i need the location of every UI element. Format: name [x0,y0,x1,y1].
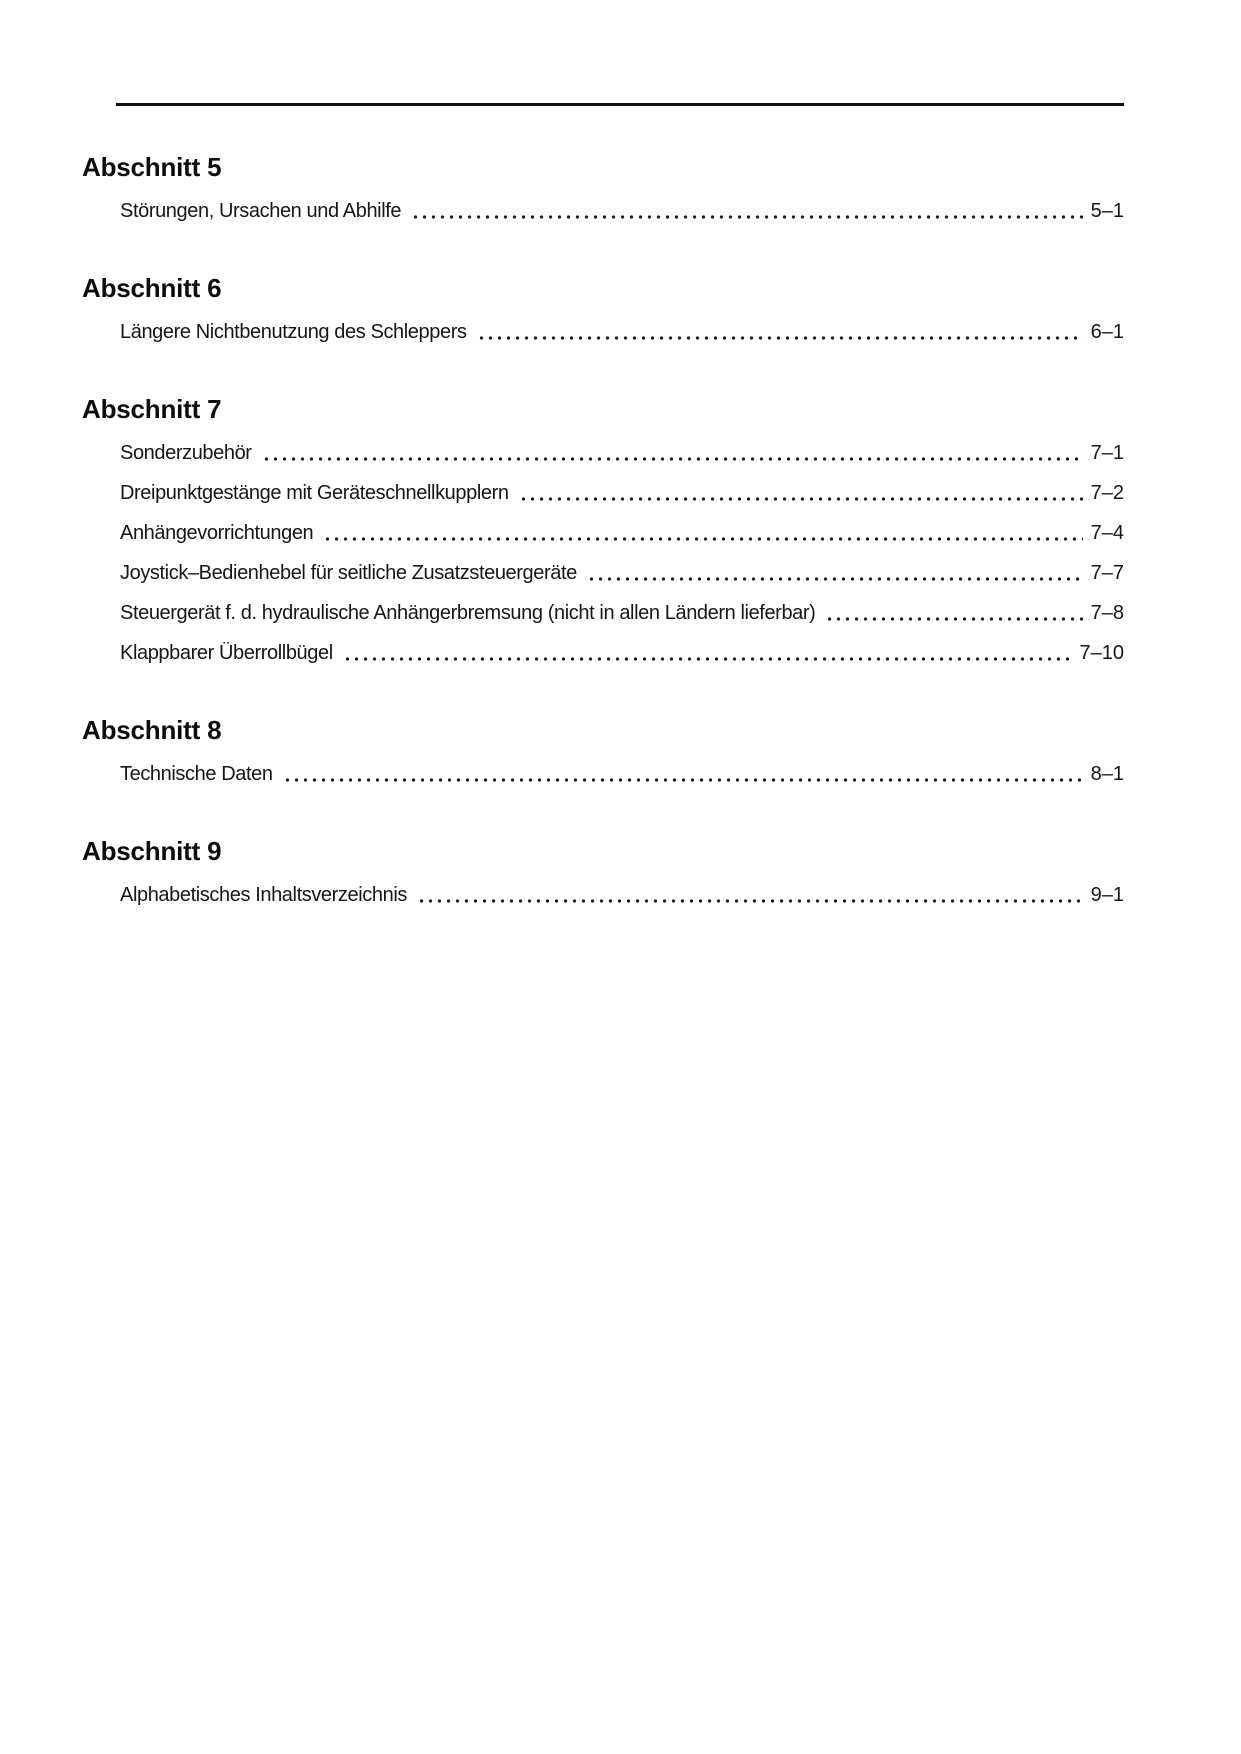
dot-leader [343,657,1072,661]
toc-entry-page: 7–4 [1090,522,1124,544]
toc-section [82,273,1124,344]
dot-leader [283,778,1083,782]
dot-leader [477,336,1083,340]
toc-entry-page: 7–10 [1079,642,1124,664]
section-title: Abschnitt 9 [82,836,222,866]
toc-entry [120,442,1124,465]
toc-entry-page: 7–1 [1090,442,1124,464]
toc-entry-page: 9–1 [1090,884,1124,906]
dot-leader [417,899,1083,903]
toc-entry [120,321,1124,344]
toc-entry-label: Sonderzubehör [120,442,252,464]
section-title: Abschnitt 8 [82,715,222,745]
toc-entry [120,562,1124,585]
dot-leader [411,215,1082,219]
dot-leader [825,617,1082,621]
section-entries [82,442,1124,665]
section-entries [82,884,1124,907]
toc-section [82,152,1124,223]
section-title: Abschnitt 7 [82,394,222,424]
toc-entry-label: Technische Daten [120,763,273,785]
toc-entry-page: 6–1 [1090,321,1124,343]
toc-entry-label: Klappbarer Überrollbügel [120,642,333,664]
toc-entry [120,522,1124,545]
toc-entry-page: 7–2 [1090,482,1124,504]
toc-entry-label: Dreipunktgestänge mit Geräteschnellkupplern [120,482,509,504]
dot-leader [587,577,1083,581]
toc-section [82,715,1124,786]
toc-entry-page: 8–1 [1090,763,1124,785]
dot-leader [323,537,1082,541]
toc-entry-label: Anhängevorrichtungen [120,522,314,544]
toc-entry-label: Joystick–Bedienhebel für seitliche Zusatzsteuergeräte [120,562,577,584]
table-of-contents [82,152,1124,907]
toc-entry [120,763,1124,786]
toc-entry [120,200,1124,223]
section-entries [82,200,1124,223]
toc-entry [120,642,1124,665]
section-title: Abschnitt 6 [82,273,222,303]
toc-entry-label: Störungen, Ursachen und Abhilfe [120,200,402,222]
section-title: Abschnitt 5 [82,152,222,182]
toc-entry [120,482,1124,505]
toc-entry-label: Steuergerät f. d. hydraulische Anhängerbremsung (nicht in allen Ländern lieferbar) [120,602,816,624]
section-entries [82,321,1124,344]
dot-leader [262,457,1083,461]
header-rule [116,103,1124,106]
toc-section [82,394,1124,665]
toc-entry-page: 7–8 [1090,602,1124,624]
toc-entry [120,884,1124,907]
toc-entry-page: 5–1 [1090,200,1124,222]
toc-section [82,836,1124,907]
toc-entry-label: Längere Nichtbenutzung des Schleppers [120,321,467,343]
dot-leader [519,497,1083,501]
section-entries [82,763,1124,786]
toc-entry [120,602,1124,625]
toc-entry-page: 7–7 [1090,562,1124,584]
toc-entry-label: Alphabetisches Inhaltsverzeichnis [120,884,407,906]
